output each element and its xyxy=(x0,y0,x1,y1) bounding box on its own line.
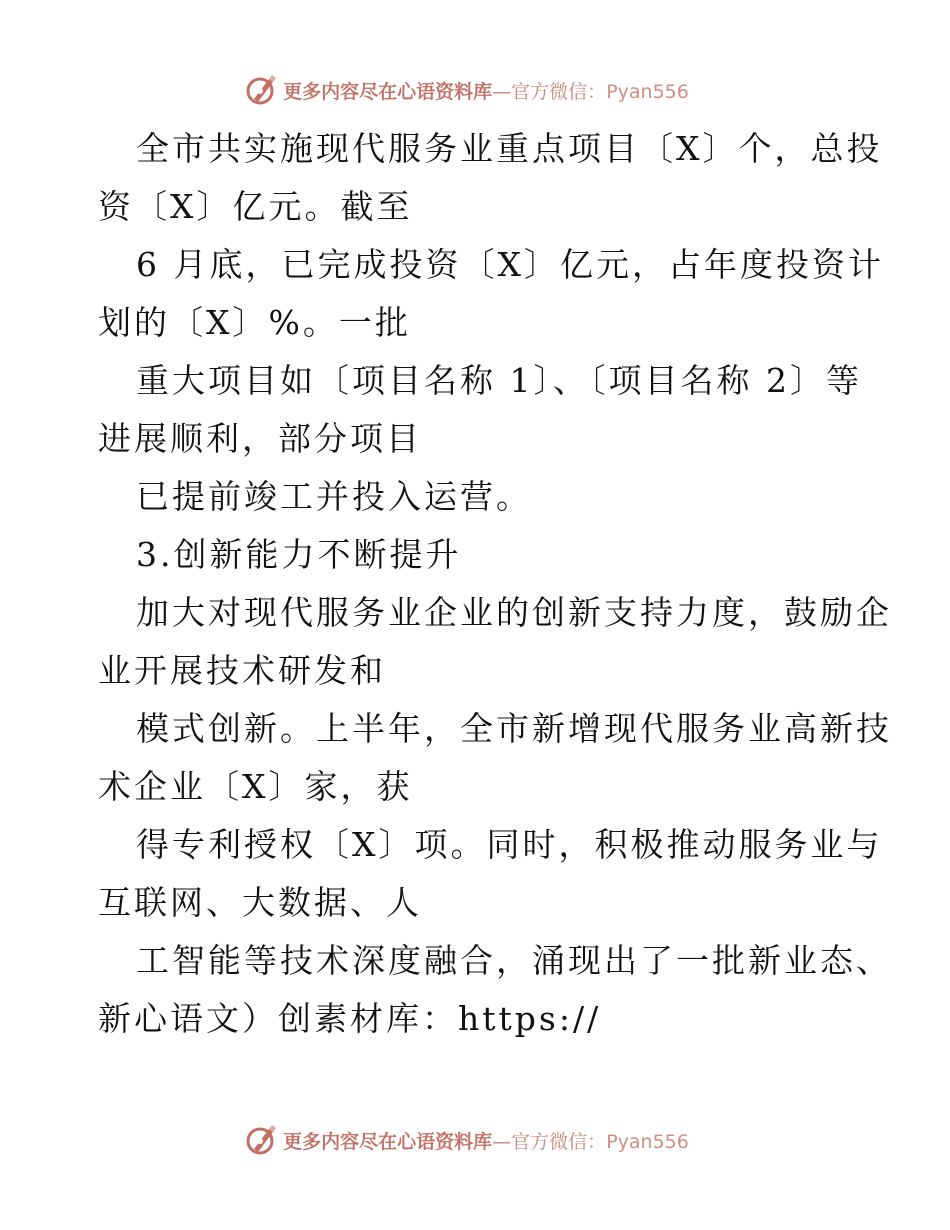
header-watermark-banner xyxy=(0,70,950,110)
document-body xyxy=(98,120,892,1048)
text-line: 业开展技术研发和 xyxy=(98,651,386,690)
banner-wechat-id: Pyan556 xyxy=(606,1130,689,1153)
pen-circle-logo-icon xyxy=(245,73,279,107)
banner-wechat-id: Pyan556 xyxy=(606,80,689,103)
text-line: 得专利授权〔X〕项。同时，积极推动服务业与 xyxy=(136,825,883,864)
text-line: 模式创新。上半年，全市新增现代服务业高新技 xyxy=(136,709,892,748)
banner-wechat-label: —官方微信： xyxy=(492,1130,607,1153)
text-line: 术企业〔X〕家，获 xyxy=(98,767,413,806)
text-line: 新心语文）创素材库：https:// xyxy=(98,999,602,1038)
text-line: 3.创新能力不断提升 xyxy=(136,535,462,574)
text-line: 已提前竣工并投入运营。 xyxy=(136,477,532,516)
header-banner-content xyxy=(245,73,689,107)
pen-circle-logo-icon xyxy=(245,1123,279,1157)
text-line: 加大对现代服务业企业的创新支持力度，鼓励企 xyxy=(136,593,892,632)
banner-text xyxy=(283,1127,689,1154)
text-line: 互联网、大数据、人 xyxy=(98,883,422,922)
banner-site-name: 更多内容尽在心语资料库 xyxy=(283,80,493,103)
banner-text xyxy=(283,77,689,104)
footer-banner-content xyxy=(245,1123,689,1157)
banner-wechat-label: —官方微信： xyxy=(492,80,607,103)
text-line: 6 月底，已完成投资〔X〕亿元，占年度投资计 xyxy=(136,245,884,284)
text-line: 工智能等技术深度融合，涌现出了一批新业态、 xyxy=(136,941,892,980)
text-line: 全市共实施现代服务业重点项目〔X〕个，总投 xyxy=(136,129,883,168)
banner-site-name: 更多内容尽在心语资料库 xyxy=(283,1130,493,1153)
text-line: 资〔X〕亿元。截至 xyxy=(98,187,413,226)
footer-watermark-banner xyxy=(0,1120,950,1160)
text-line: 重大项目如〔项目名称 1〕、〔项目名称 2〕等 xyxy=(136,361,862,400)
text-line: 划的〔X〕%。一批 xyxy=(98,303,411,342)
text-line: 进展顺利，部分项目 xyxy=(98,419,422,458)
